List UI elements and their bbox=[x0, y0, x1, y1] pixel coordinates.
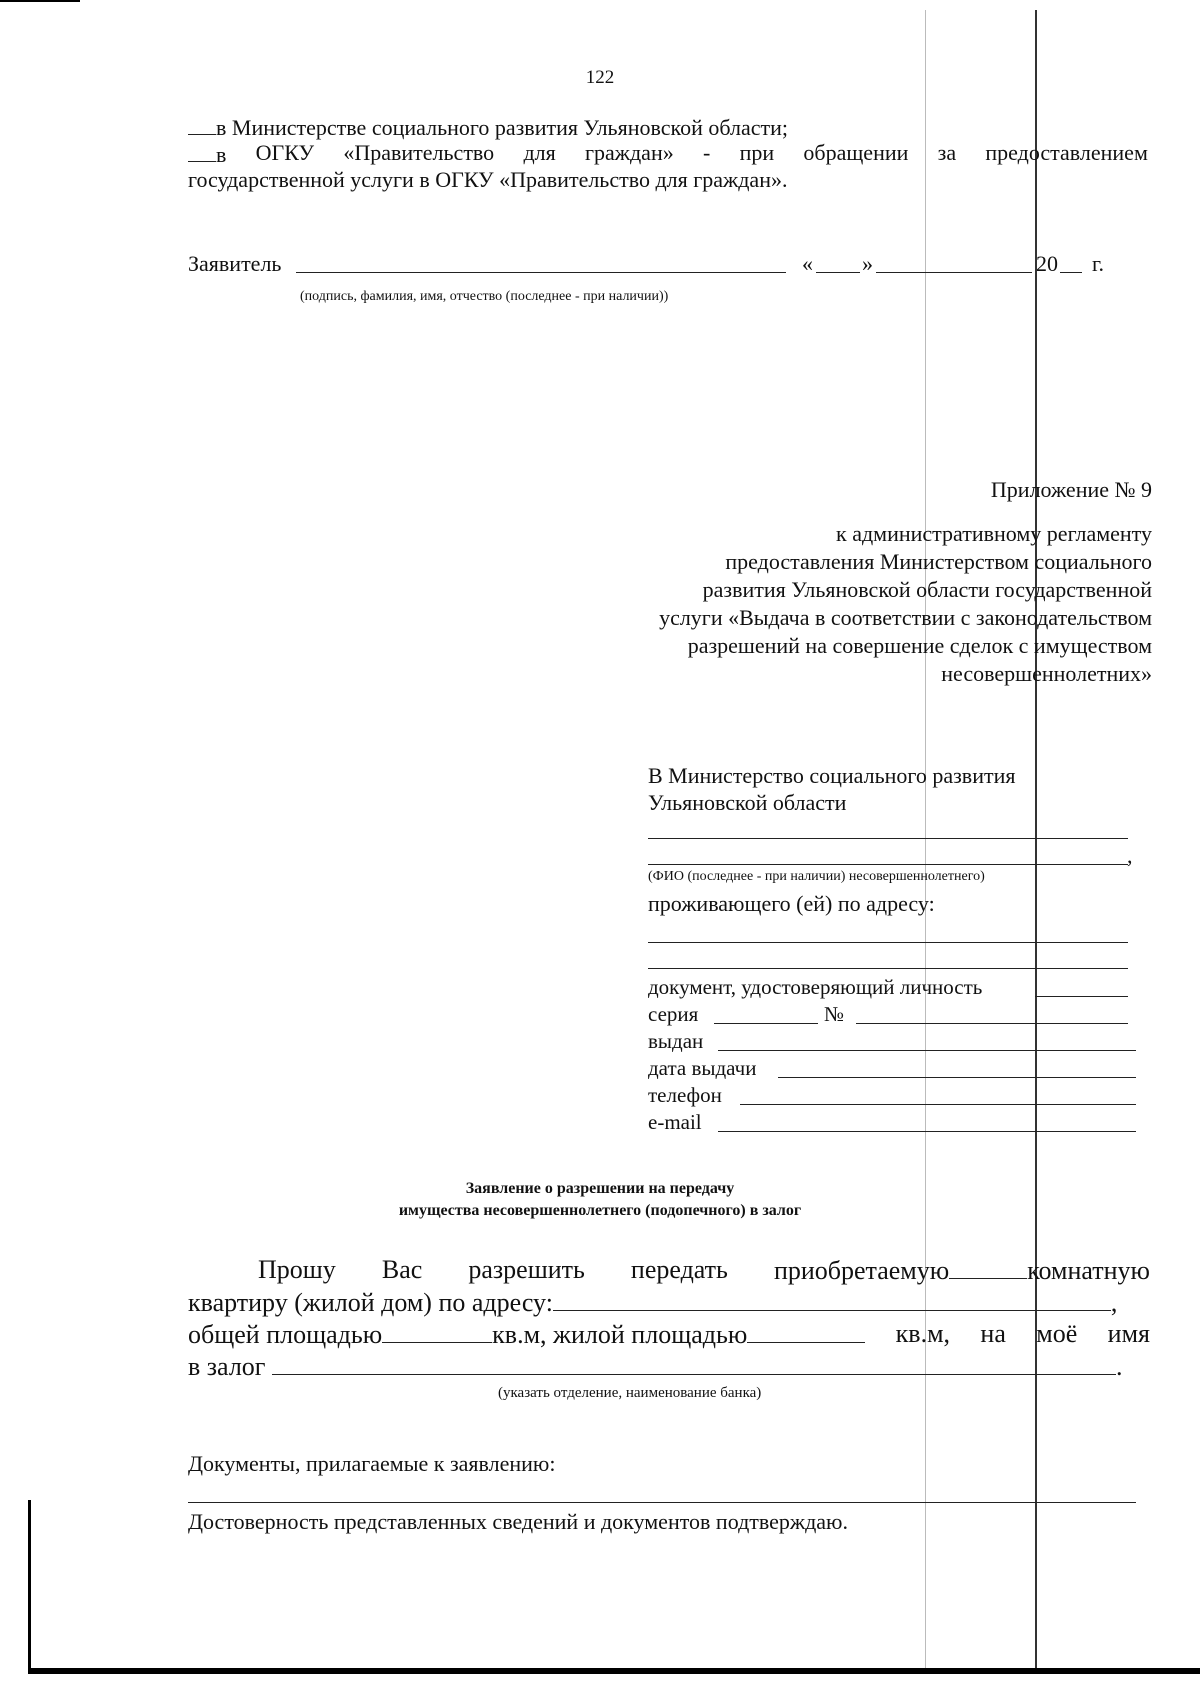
request-line-1 bbox=[258, 1254, 1150, 1287]
address-line-1[interactable] bbox=[648, 942, 1128, 943]
ogku-line bbox=[188, 139, 1148, 169]
date-day-line[interactable] bbox=[816, 272, 860, 273]
scan-top-edge bbox=[0, 0, 80, 2]
ogku-word: ОГКУ bbox=[255, 140, 315, 165]
documents-line[interactable] bbox=[188, 1502, 1136, 1503]
year-suffix: г. bbox=[1092, 251, 1105, 276]
phone-line[interactable] bbox=[740, 1104, 1136, 1105]
statement-title-line2: имущества несовершеннолетнего (подопечного) в залог bbox=[398, 1202, 802, 1219]
scan-left-edge bbox=[28, 1500, 31, 1672]
option-ministry-text: в Министерстве социального развития Ульяновской области; bbox=[216, 115, 788, 140]
confirmation-text: Достоверность представленных сведений и документов подтверждаю. bbox=[188, 1509, 848, 1534]
request-word: передать bbox=[630, 1255, 728, 1284]
request-word: Прошу bbox=[258, 1255, 336, 1284]
statement-title-line1: Заявление о разрешении на передачу bbox=[465, 1180, 735, 1197]
ogku-word: при bbox=[739, 140, 775, 165]
email-line[interactable] bbox=[718, 1131, 1136, 1132]
appendix-line: услуги «Выдача в соответствии с законодательством bbox=[659, 605, 1152, 630]
documents-label: Документы, прилагаемые к заявлению: bbox=[188, 1451, 556, 1476]
series-label: серия bbox=[648, 1002, 699, 1026]
living-area-label: кв.м, жилой площадью bbox=[492, 1320, 748, 1349]
fio-caption: (ФИО (последнее - при наличии) несовершеннолетнего) bbox=[648, 869, 985, 884]
issue-date-label: дата выдачи bbox=[648, 1056, 757, 1080]
applicant-signature-line[interactable] bbox=[296, 272, 786, 273]
request-word: приобретаемую bbox=[773, 1256, 950, 1285]
total-area-label: общей площадью bbox=[188, 1320, 383, 1349]
appendix-line: разрешений на совершение сделок с имуществом bbox=[687, 633, 1152, 658]
address-comma: , bbox=[1110, 1288, 1118, 1317]
request-word: Вас bbox=[381, 1255, 423, 1284]
ogku-word: для bbox=[523, 140, 556, 165]
pledge-label: в залог bbox=[188, 1352, 266, 1381]
series-line[interactable] bbox=[714, 1023, 818, 1024]
delivery-option-ogku bbox=[188, 139, 1148, 169]
request-line-4 bbox=[188, 1350, 1122, 1383]
date-month-line[interactable] bbox=[876, 272, 1032, 273]
date-year-line[interactable] bbox=[1060, 272, 1082, 273]
addressee-line1: В Министерство социального развития bbox=[648, 763, 1016, 788]
request-word: кв.м, bbox=[895, 1319, 951, 1348]
fio-line-1[interactable] bbox=[648, 838, 1128, 839]
ogku-word: обращении bbox=[803, 140, 909, 165]
request-line-2 bbox=[188, 1286, 1117, 1319]
total-area-line[interactable] bbox=[382, 1318, 492, 1343]
checkbox-blank bbox=[188, 112, 216, 135]
appendix-line: предоставления Министерством социального bbox=[725, 549, 1152, 574]
number-line[interactable] bbox=[856, 1023, 1128, 1024]
date-close-quote: » bbox=[862, 251, 873, 276]
appendix-block bbox=[659, 476, 1152, 688]
issue-date-line[interactable] bbox=[778, 1077, 1136, 1078]
scan-bottom-edge bbox=[28, 1668, 1200, 1674]
ogku-word: «Правительство bbox=[343, 140, 495, 165]
area-part bbox=[188, 1318, 865, 1351]
property-address-line[interactable] bbox=[553, 1286, 1111, 1311]
statement-title bbox=[300, 1178, 900, 1222]
issued-label: выдан bbox=[648, 1029, 704, 1053]
ogku-word: граждан» bbox=[585, 140, 674, 165]
ogku-word: в bbox=[216, 142, 227, 167]
email-label: e-mail bbox=[648, 1110, 702, 1134]
applicant-label: Заявитель bbox=[188, 251, 282, 276]
appendix-line: несовершеннолетних» bbox=[941, 661, 1152, 686]
request-word: разрешить bbox=[468, 1255, 585, 1284]
number-label: № bbox=[824, 1002, 845, 1026]
appendix-line: к административному регламенту bbox=[836, 521, 1152, 546]
ogku-word: за bbox=[937, 140, 957, 165]
request-word: комнатную bbox=[1027, 1256, 1150, 1285]
ogku-word: - bbox=[703, 140, 711, 165]
phone-label: телефон bbox=[648, 1083, 722, 1107]
fio-line-2[interactable] bbox=[648, 864, 1128, 865]
date-open-quote: « bbox=[802, 251, 813, 276]
bank-caption: (указать отделение, наименование банка) bbox=[498, 1385, 762, 1401]
address-line-2[interactable] bbox=[648, 968, 1128, 969]
pledge-period: . bbox=[1115, 1352, 1123, 1381]
delivery-option-ministry bbox=[188, 112, 788, 142]
request-rooms bbox=[774, 1254, 1150, 1287]
request-word: на bbox=[980, 1319, 1006, 1348]
appendix-title: Приложение № 9 bbox=[990, 477, 1152, 502]
checkbox-blank bbox=[188, 139, 216, 162]
residing-label: проживающего (ей) по адресу: bbox=[648, 891, 935, 916]
request-word: моё bbox=[1036, 1319, 1078, 1348]
issued-line[interactable] bbox=[718, 1050, 1136, 1051]
request-word: имя bbox=[1107, 1319, 1150, 1348]
id-document-label: документ, удостоверяющий личность bbox=[648, 975, 983, 999]
year-prefix: 20 bbox=[1036, 251, 1058, 276]
id-document-line[interactable] bbox=[1035, 996, 1128, 997]
addressee-line2: Ульяновской области bbox=[648, 790, 847, 815]
ogku-word: предоставлением bbox=[985, 140, 1148, 165]
living-area-line[interactable] bbox=[747, 1318, 865, 1343]
appendix-line: развития Ульяновской области государственной bbox=[702, 577, 1152, 602]
address-label: квартиру (жилой дом) по адресу: bbox=[188, 1288, 553, 1317]
ogku-line-continuation: государственной услуги в ОГКУ «Правительство для граждан». bbox=[188, 167, 788, 192]
page-number: 122 bbox=[585, 67, 615, 88]
ogku-first bbox=[188, 139, 226, 169]
request-line-3 bbox=[188, 1318, 1150, 1351]
scan-faint-line bbox=[925, 10, 926, 1670]
rooms-count-line[interactable] bbox=[949, 1254, 1027, 1279]
signature-caption: (подпись, фамилия, имя, отчество (последнее - при наличии)) bbox=[300, 289, 669, 304]
bank-line[interactable] bbox=[272, 1350, 1116, 1375]
fio-comma: , bbox=[1127, 843, 1133, 868]
